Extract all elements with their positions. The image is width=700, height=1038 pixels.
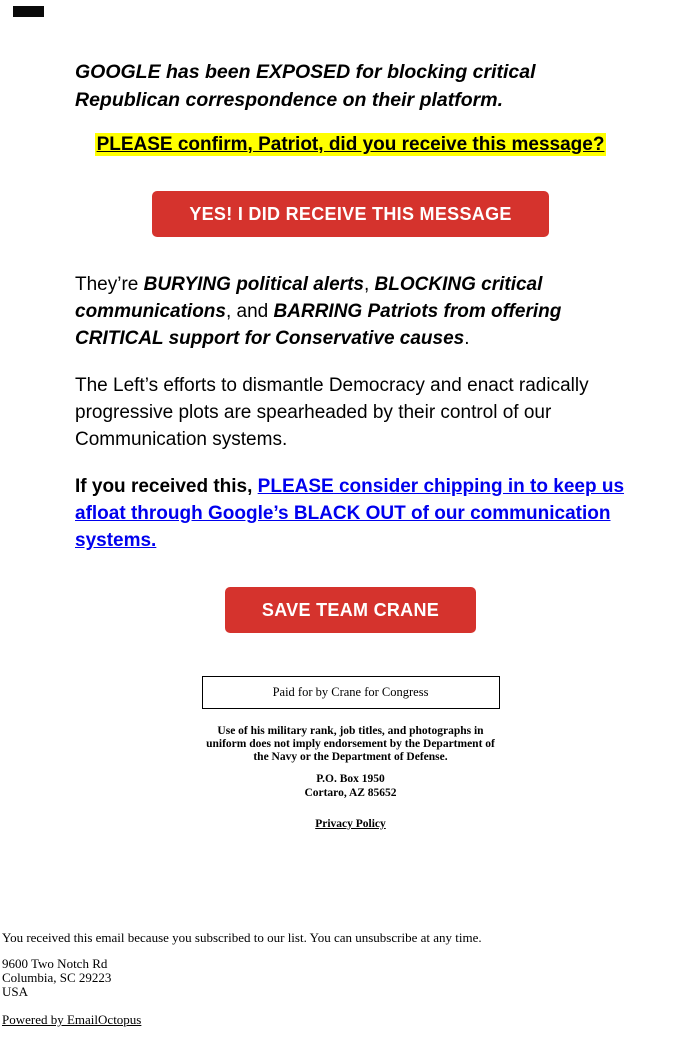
- city-line: Cortaro, AZ 85652: [304, 786, 397, 799]
- unsubscribe-note: You received this email because you subscribed to our list. You can unsubscribe at any time.: [2, 930, 482, 945]
- paragraph-burying-blocking: They’re BURYING political alerts, BLOCKING critical communications, and BARRING Patriots from offering CRITICAL support for Conservative causes.: [75, 274, 562, 349]
- email-footer: [2, 929, 700, 1028]
- disclaimer-line: the Navy or the Department of Defense.: [253, 751, 448, 763]
- confirm-question-row: [75, 132, 626, 158]
- disclaimer-line: Use of his military rank, job titles, and photographs in: [217, 725, 484, 737]
- disclaimer-line: uniform does not imply endorsement by the Department of: [206, 738, 495, 750]
- save-team-crane-button[interactable]: SAVE TEAM CRANE: [225, 587, 476, 633]
- address-line: USA: [2, 984, 29, 999]
- campaign-mailing-address: [75, 773, 626, 800]
- paragraph-chip-in: If you received this, PLEASE consider chipping in to keep us afloat through Google’s BLACK OUT of our communication systems.: [75, 476, 625, 551]
- military-disclaimer: [75, 725, 626, 764]
- paid-for-disclaimer-box: Paid for by Crane for Congress: [202, 676, 500, 709]
- powered-by-link[interactable]: Powered by EmailOctopus: [2, 1012, 142, 1027]
- headline: GOOGLE has been EXPOSED for blocking critical Republican correspondence on their platform.: [75, 61, 536, 111]
- broken-image-icon: [13, 6, 44, 17]
- privacy-row: [75, 814, 626, 832]
- confirm-receive-button[interactable]: YES! I DID RECEIVE THIS MESSAGE: [152, 191, 548, 237]
- paragraph-left-efforts: The Left’s efforts to dismantle Democracy and enact radically progressive plots are spearheaded by their control of our Communication systems.: [75, 375, 589, 450]
- privacy-policy-link[interactable]: Privacy Policy: [315, 818, 386, 830]
- paid-for-row: [75, 676, 626, 709]
- address-line: 9600 Two Notch Rd: [2, 956, 108, 971]
- address-line: Columbia, SC 29223: [2, 970, 112, 985]
- po-box-line: P.O. Box 1950: [316, 773, 385, 785]
- confirm-question-link[interactable]: PLEASE confirm, Patriot, did you receive this message?: [96, 134, 605, 155]
- sender-address: [2, 957, 700, 999]
- save-button-row: [75, 587, 626, 633]
- confirm-button-row: [75, 191, 626, 237]
